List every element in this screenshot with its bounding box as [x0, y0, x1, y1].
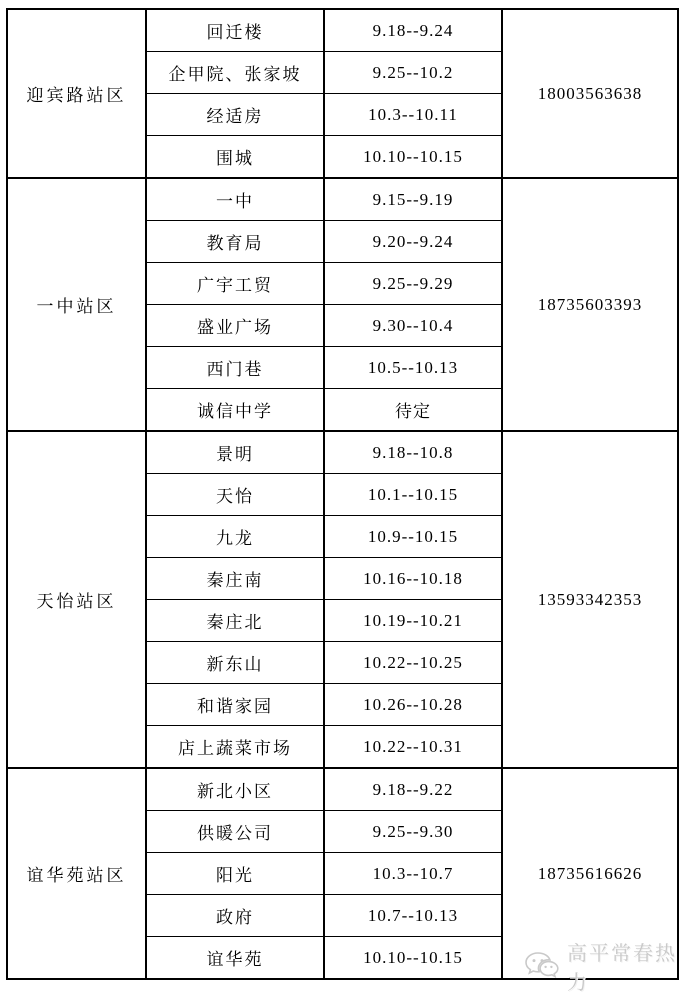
location-cell: 和谐家园: [146, 684, 324, 726]
location-cell: 景明: [146, 431, 324, 474]
date-range-cell: 10.5--10.13: [324, 347, 502, 389]
location-cell: 新北小区: [146, 768, 324, 811]
watermark-label: 高平常春热力: [567, 943, 677, 994]
location-cell: 回迁楼: [146, 9, 324, 52]
heating-schedule-table: [6, 8, 679, 980]
location-cell: 企甲院、张家坡: [146, 52, 324, 94]
location-cell: 西门巷: [146, 347, 324, 389]
date-range-cell: 9.18--9.22: [324, 768, 502, 811]
table-row: [7, 178, 678, 221]
date-range-cell: 10.22--10.25: [324, 642, 502, 684]
date-range-cell: 9.25--10.2: [324, 52, 502, 94]
date-range-cell: 10.3--10.11: [324, 94, 502, 136]
phone-cell: 18003563638: [502, 9, 678, 178]
date-range-cell: 10.26--10.28: [324, 684, 502, 726]
zone-cell: 谊华苑站区: [7, 768, 146, 979]
date-range-cell: 10.9--10.15: [324, 516, 502, 558]
location-cell: 九龙: [146, 516, 324, 558]
date-range-cell: 9.15--9.19: [324, 178, 502, 221]
zone-cell: 一中站区: [7, 178, 146, 431]
phone-cell: 18735603393: [502, 178, 678, 431]
date-range-cell: 9.25--9.29: [324, 263, 502, 305]
date-range-cell: 10.3--10.7: [324, 853, 502, 895]
date-range-cell: 9.30--10.4: [324, 305, 502, 347]
location-cell: 广宇工贸: [146, 263, 324, 305]
table-row: [7, 9, 678, 52]
location-cell: 教育局: [146, 221, 324, 263]
location-cell: 秦庄北: [146, 600, 324, 642]
date-range-cell: 10.1--10.15: [324, 474, 502, 516]
table-row: [7, 768, 678, 811]
location-cell: 秦庄南: [146, 558, 324, 600]
date-range-cell: 10.7--10.13: [324, 895, 502, 937]
date-range-cell: 10.10--10.15: [324, 937, 502, 980]
location-cell: 新东山: [146, 642, 324, 684]
location-cell: 经适房: [146, 94, 324, 136]
date-range-cell: 9.18--9.24: [324, 9, 502, 52]
location-cell: 诚信中学: [146, 389, 324, 432]
location-cell: 店上蔬菜市场: [146, 726, 324, 769]
phone-cell: 18735616626: [502, 768, 678, 979]
date-range-cell: 待定: [324, 389, 502, 432]
date-range-cell: 10.19--10.21: [324, 600, 502, 642]
date-range-cell: 10.22--10.31: [324, 726, 502, 769]
date-range-cell: 10.16--10.18: [324, 558, 502, 600]
date-range-cell: 9.20--9.24: [324, 221, 502, 263]
location-cell: 谊华苑: [146, 937, 324, 980]
phone-cell: 13593342353: [502, 431, 678, 768]
date-range-cell: 9.25--9.30: [324, 811, 502, 853]
zone-cell: 迎宾路站区: [7, 9, 146, 178]
table-row: [7, 431, 678, 474]
location-cell: 一中: [146, 178, 324, 221]
zone-cell: 天怡站区: [7, 431, 146, 768]
location-cell: 阳光: [146, 853, 324, 895]
location-cell: 供暖公司: [146, 811, 324, 853]
date-range-cell: 10.10--10.15: [324, 136, 502, 179]
location-cell: 围城: [146, 136, 324, 179]
location-cell: 盛业广场: [146, 305, 324, 347]
location-cell: 天怡: [146, 474, 324, 516]
date-range-cell: 9.18--10.8: [324, 431, 502, 474]
location-cell: 政府: [146, 895, 324, 937]
